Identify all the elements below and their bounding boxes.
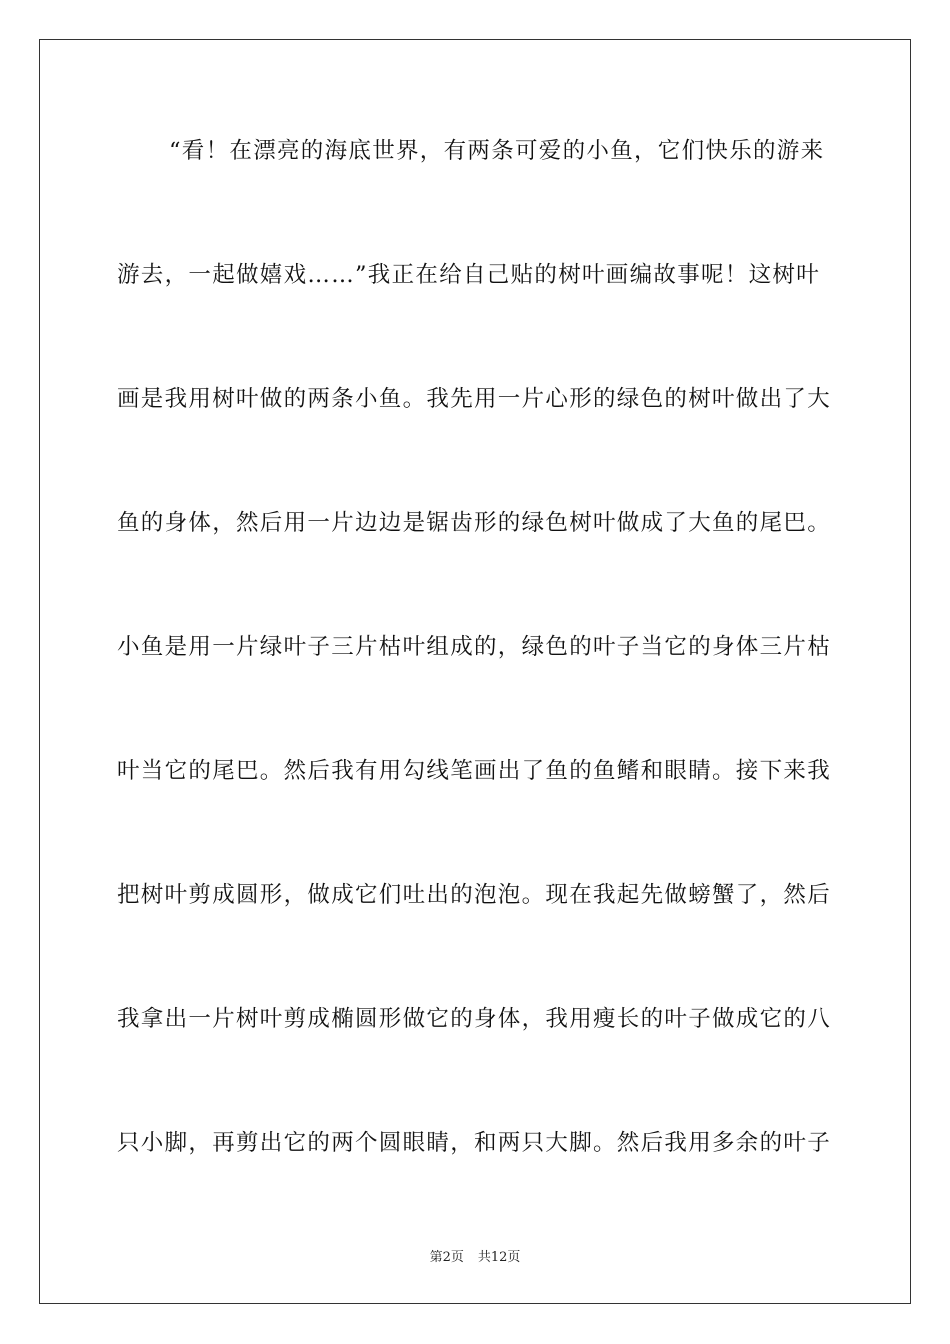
page-footer	[0, 1246, 950, 1265]
body-text	[117, 118, 833, 1234]
text-line: 小鱼是用一片绿叶子三片枯叶组成的，绿色的叶子当它的身体三片枯	[117, 634, 832, 660]
text-line: 游去，一起做嬉戏……”我正在给自己贴的树叶画编故事呢！这树叶	[117, 262, 821, 288]
page-total: 共12页	[477, 1250, 521, 1265]
page-number: 第2页	[429, 1250, 464, 1265]
text-line: “看！在漂亮的海底世界，有两条可爱的小鱼，它们快乐的游来	[169, 138, 825, 164]
text-line: 鱼的身体，然后用一片边边是锯齿形的绿色树叶做成了大鱼的尾巴。	[117, 510, 832, 536]
text-line: 画是我用树叶做的两条小鱼。我先用一片心形的绿色的树叶做出了大	[117, 386, 832, 412]
text-line: 叶当它的尾巴。然后我有用勾线笔画出了鱼的鱼鳍和眼睛。接下来我	[117, 758, 832, 784]
text-line: 我拿出一片树叶剪成椭圆形做它的身体，我用瘦长的叶子做成它的八	[117, 1006, 832, 1032]
text-line: 只小脚，再剪出它的两个圆眼睛，和两只大脚。然后我用多余的叶子	[117, 1130, 832, 1156]
text-line: 把树叶剪成圆形，做成它们吐出的泡泡。现在我起先做螃蟹了，然后	[117, 882, 832, 908]
